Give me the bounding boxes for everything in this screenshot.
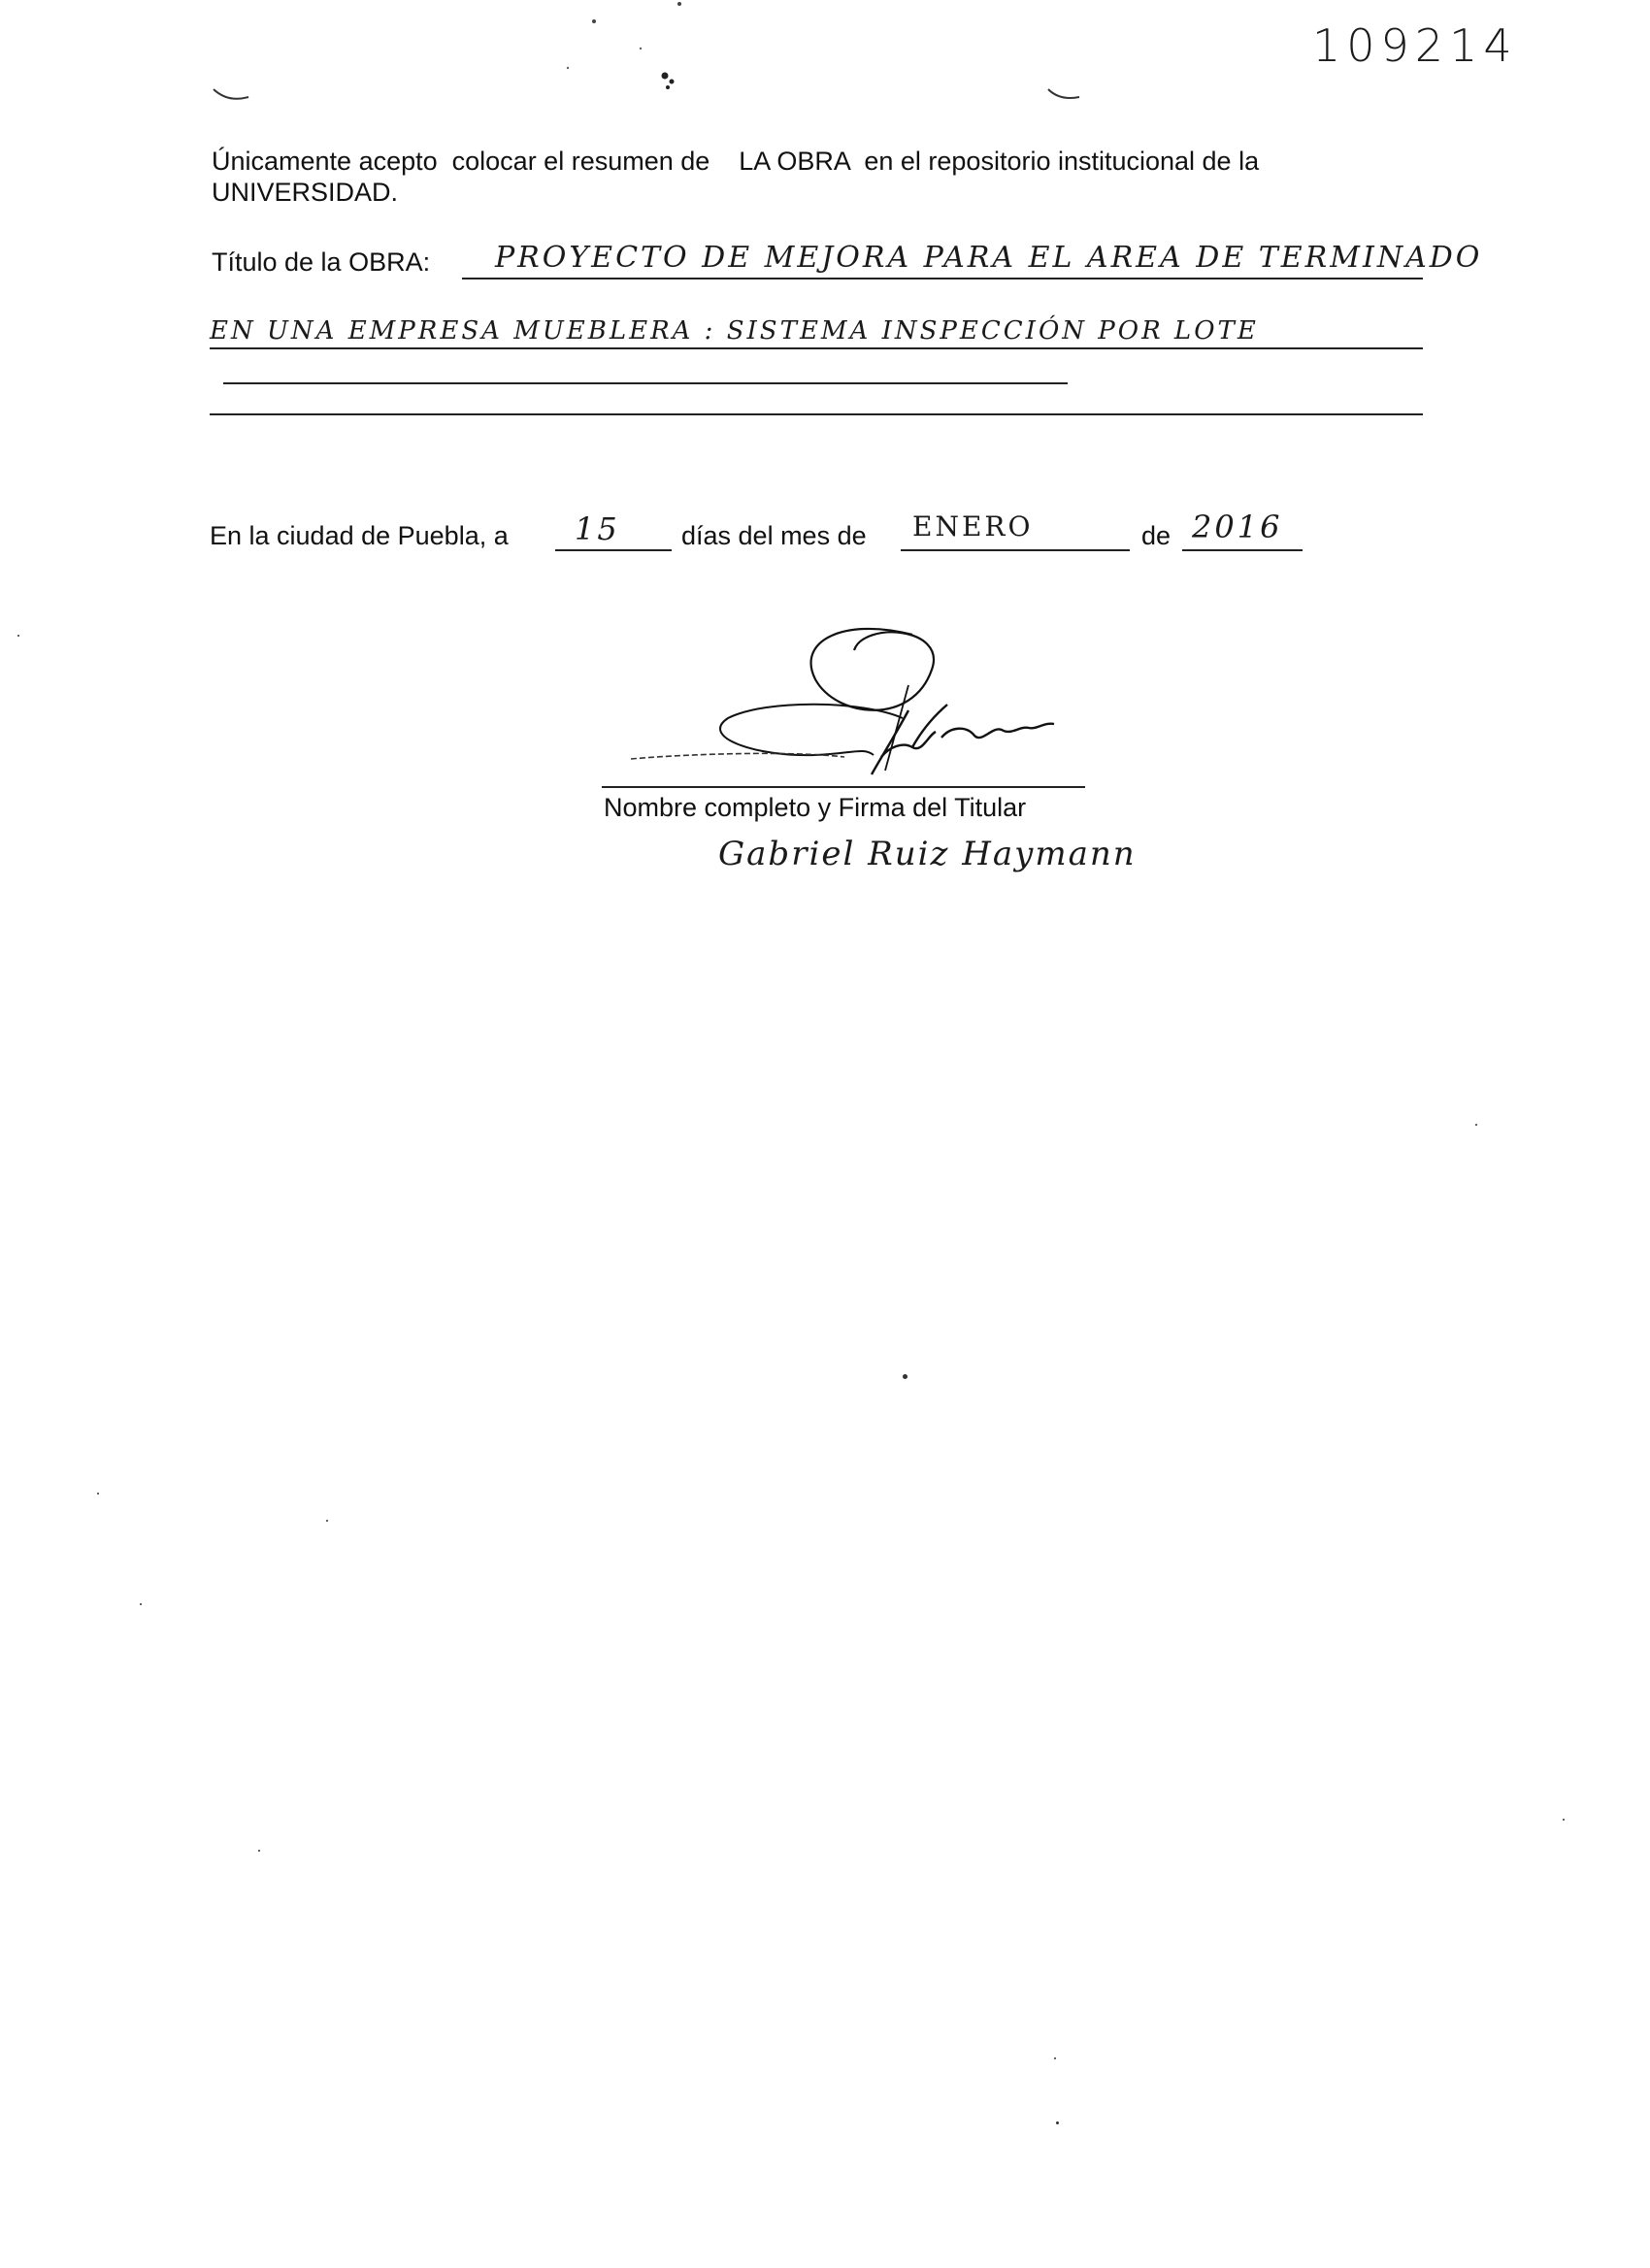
scan-speck <box>903 1374 908 1379</box>
scan-speck <box>1475 1124 1477 1126</box>
signature-line <box>602 786 1085 788</box>
title-underline-4 <box>210 413 1423 415</box>
scan-speck <box>97 1493 99 1495</box>
consent-paragraph-line1: Únicamente acepto colocar el resumen de LA OBRA en el repositorio institucional de la <box>212 147 1260 176</box>
signature-graphic <box>621 611 1077 796</box>
date-year-prefix: de <box>1141 521 1172 550</box>
date-middle: días del mes de <box>681 521 867 550</box>
scan-speck <box>17 635 19 637</box>
consent-paragraph-line2: UNIVERSIDAD. <box>212 178 399 207</box>
title-underline-1 <box>462 278 1423 279</box>
date-month: ENERO <box>912 510 1034 542</box>
signature-caption: Nombre completo y Firma del Titular <box>604 793 1027 822</box>
scan-speck <box>258 1850 260 1852</box>
scan-speck <box>326 1520 328 1522</box>
date-year: 2016 <box>1192 509 1283 545</box>
date-prefix: En la ciudad de Puebla, a <box>210 521 509 550</box>
title-value-line1: PROYECTO DE MEJORA PARA EL AREA DE TERMINADO <box>495 241 1483 275</box>
date-year-underline <box>1182 549 1303 551</box>
title-underline-2 <box>210 347 1423 349</box>
scan-speck <box>140 1603 142 1605</box>
scan-speck <box>1054 2057 1056 2059</box>
scan-speck <box>1056 2121 1059 2124</box>
scan-speck <box>1563 1819 1565 1821</box>
signer-handwritten-name: Gabriel Ruiz Haymann <box>718 835 1137 873</box>
date-month-underline <box>901 549 1130 551</box>
handwritten-document-number: 109214 <box>1312 19 1518 72</box>
title-underline-3 <box>223 382 1068 384</box>
title-label: Título de la OBRA: <box>212 247 431 277</box>
title-value-line2: EN UNA EMPRESA MUEBLERA : SISTEMA INSPECCIÓN POR LOTE <box>210 316 1259 345</box>
date-day-underline <box>555 549 672 551</box>
date-day: 15 <box>575 510 620 547</box>
